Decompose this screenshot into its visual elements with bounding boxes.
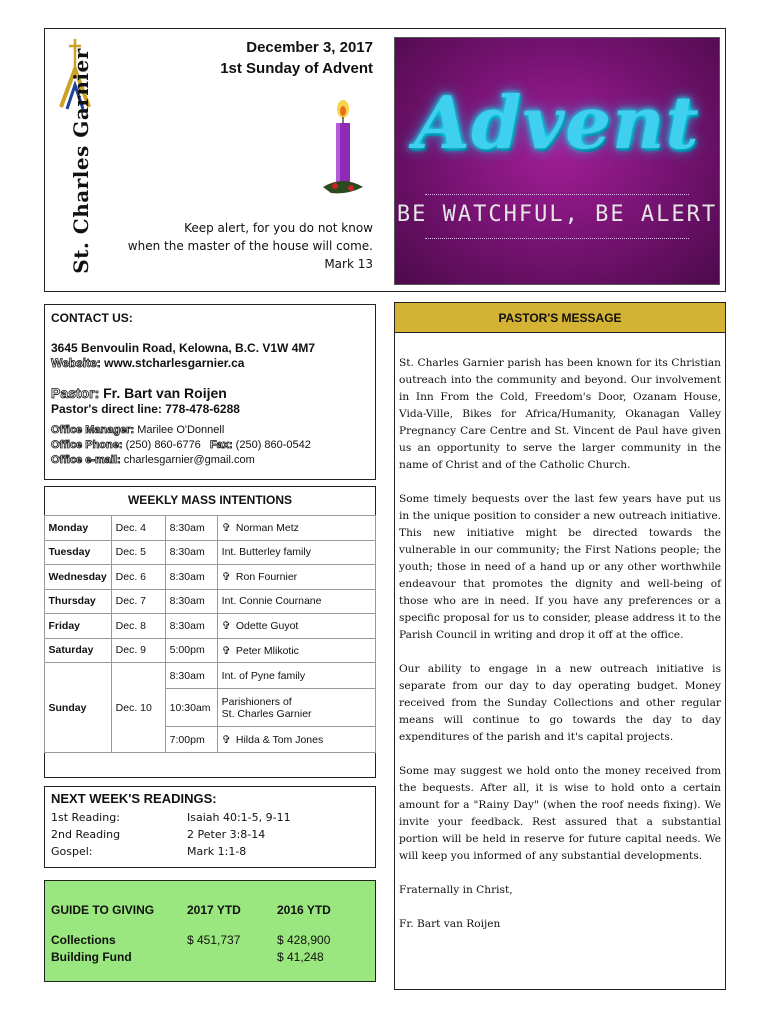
mass-day: Tuesday [44, 540, 111, 565]
reading-row [51, 843, 369, 860]
mass-row [44, 663, 375, 689]
mass-intentions-title: WEEKLY MASS INTENTIONS [127, 493, 293, 507]
mass-intention [217, 565, 375, 590]
bulletin-date-block [220, 37, 373, 79]
mass-intention [217, 663, 375, 689]
mass-intention-text: Odette Guyot [235, 620, 299, 633]
cross-icon: ✞ [221, 522, 231, 535]
quote-line: when the master of the house will come. [127, 239, 373, 253]
mass-intention [217, 638, 375, 663]
giving-title: GUIDE TO GIVING [51, 903, 155, 917]
mass-day: Thursday [44, 589, 111, 614]
mass-row [44, 614, 375, 639]
email-link[interactable]: charlesgarnier@gmail.com [123, 454, 255, 466]
giving-row [51, 933, 369, 950]
advent-subtitle: BE WATCHFUL, BE ALERT [396, 202, 718, 227]
message-paragraph: Some may suggest we hold onto the money received from the bequests. After all, it is wise to hold onto a certain amount for a "Rainy Day" (when the roof needs fixing). We invite your feedback. Rest assured that a substantial portion will be held in reserve for future capital needs. We will keep you informed of any substantial developments. [399, 765, 721, 862]
mass-intention-text: Int. Butterley family [221, 546, 311, 559]
mass-row [44, 565, 375, 590]
email-label: Office e-mail: [51, 454, 121, 466]
mass-intention [217, 589, 375, 614]
mass-intentions-table [44, 515, 376, 753]
mass-intention [217, 727, 375, 753]
message-paragraph: Fraternally in Christ, [399, 884, 513, 896]
mass-time: 8:30am [165, 614, 217, 639]
quote-line: Keep alert, for you do not know [184, 221, 373, 235]
mass-day: Friday [44, 614, 111, 639]
website-label: Website: [51, 356, 101, 370]
readings-title: NEXT WEEK'S READINGS: [51, 791, 217, 806]
mass-intention-text: Parishioners of [221, 695, 292, 708]
reading-row [51, 826, 369, 843]
cross-icon: ✞ [221, 734, 231, 746]
mass-time: 7:00pm [165, 727, 217, 753]
pastor-label: Pastor: [51, 385, 100, 401]
parish-address: 3645 Benvoulin Road, Kelowna, B.C. V1W 4M7 [51, 341, 316, 355]
reading-reference: Mark 1:1-8 [187, 845, 247, 858]
mass-row [44, 516, 375, 541]
mass-date: Dec. 5 [111, 540, 165, 565]
mass-intentions-section [44, 486, 376, 778]
giving-value-2016: $ 41,248 [277, 950, 324, 964]
manager-line [51, 423, 369, 438]
mass-time: 8:30am [165, 565, 217, 590]
mass-date: Dec. 9 [111, 638, 165, 663]
pastor-line [51, 385, 369, 401]
pastor-name: Fr. Bart van Roijen [103, 385, 227, 401]
liturgical-occasion: 1st Sunday of Advent [220, 60, 373, 77]
mass-intention-text: Int. Connie Cournane [221, 595, 322, 608]
mass-date: Dec. 4 [111, 516, 165, 541]
message-paragraph: St. Charles Garnier parish has been known for its Christian outreach into the community and beyond. Our involvement in Inn From the Cold, Freedom's Door, Ozanam House, Vida-Ville, Bikes for Africa/Humanity, Okanagan Valley Pregnancy Care Centre and St. Vincent de Paul have given us an opportunity to serve the larger community in the name of Christ and of the Catholic Church. [399, 357, 721, 471]
parish-name: St. Charles Garnier [69, 48, 93, 274]
mass-time: 8:30am [165, 540, 217, 565]
advent-title: Advent [414, 80, 700, 165]
mass-intention-text: St. Charles Garnier [221, 707, 312, 720]
reading-reference: Isaiah 40:1-5, 9-11 [187, 811, 291, 824]
manager-label: Office Manager: [51, 424, 135, 436]
mass-row [44, 589, 375, 614]
contact-section [44, 304, 376, 480]
divider [425, 238, 689, 239]
mass-intention-text: Hilda & Tom Jones [235, 734, 324, 746]
reading-reference: 2 Peter 3:8-14 [187, 828, 266, 841]
mass-intention [217, 516, 375, 541]
mass-intention-text: Ron Fournier [235, 571, 298, 584]
giving-row [51, 950, 369, 967]
mass-date: Dec. 10 [111, 663, 165, 753]
quote-reference: Mark 13 [324, 257, 373, 271]
advent-candle-icon [317, 95, 369, 205]
bulletin-header [44, 28, 726, 292]
website-link[interactable]: www.stcharlesgarnier.ca [104, 356, 245, 370]
scripture-quote [128, 219, 373, 273]
readings-section [44, 786, 376, 868]
phone-label: Office Phone: [51, 439, 123, 451]
mass-intention [217, 689, 375, 727]
giving-col-2016: 2016 YTD [277, 903, 331, 917]
mass-time: 8:30am [165, 516, 217, 541]
mass-day: Wednesday [44, 565, 111, 590]
mass-intention [217, 540, 375, 565]
reading-row [51, 809, 369, 826]
reading-label: 2nd Reading [51, 828, 121, 841]
email-line [51, 453, 369, 468]
message-paragraph: Some timely bequests over the last few years have put us in the unique position to consider a new outreach initiative. This new initiative might be directed towards the vulnerable in our community; the First Nations people; the youth; those in need of a hand up or any other worthwhile endeavour that promotes the dignity and well-being of those who are in need. If you have any preferences or a specific proposal for us to consider, please address it to the Parish Council in writing and drop it off at the office. [399, 493, 721, 641]
contact-title: CONTACT US: [51, 311, 133, 325]
mass-day: Saturday [44, 638, 111, 663]
giving-header-row [51, 903, 369, 933]
mass-intention-text: Norman Metz [235, 522, 299, 535]
mass-date: Dec. 7 [111, 589, 165, 614]
giving-section [44, 880, 376, 982]
mass-intention-text: Int. of Pyne family [221, 669, 306, 682]
website-line [51, 355, 369, 371]
bulletin-date: December 3, 2017 [246, 39, 373, 56]
phone-line [51, 438, 369, 453]
giving-col-2017: 2017 YTD [187, 903, 241, 917]
pastors-message-title: PASTOR'S MESSAGE [395, 303, 725, 333]
giving-label: Collections [51, 933, 116, 947]
cross-icon: ✞ [221, 571, 231, 584]
reading-label: 1st Reading: [51, 811, 120, 824]
fax-label: Fax: [209, 439, 233, 451]
phone-number: (250) 860-6776 [125, 439, 201, 451]
mass-row [44, 540, 375, 565]
message-paragraph: Our ability to engage in a new outreach initiative is separate from our day to day operating budget. Money received from the Sunday Collections and other regular means will continue to go towards the day to day expenditures of the parish and it's capital projects. [399, 663, 721, 743]
giving-value-2017: $ 451,737 [187, 933, 241, 947]
giving-value-2016: $ 428,900 [277, 933, 331, 947]
mass-row [44, 638, 375, 663]
pastors-message-body [395, 333, 725, 933]
mass-day: Sunday [44, 663, 111, 753]
mass-intention [217, 614, 375, 639]
pastor-direct-line: Pastor's direct line: 778-478-6288 [51, 402, 240, 416]
cross-icon: ✞ [221, 644, 231, 657]
mass-time: 8:30am [165, 663, 217, 689]
fax-number: (250) 860-0542 [235, 439, 311, 451]
mass-time: 10:30am [165, 689, 217, 727]
mass-time: 8:30am [165, 589, 217, 614]
mass-date: Dec. 6 [111, 565, 165, 590]
mass-intention-text: Peter Mlikotic [235, 644, 299, 657]
mass-day: Monday [44, 516, 111, 541]
giving-label: Building Fund [51, 950, 132, 964]
pastors-message-section [394, 302, 726, 990]
mass-date: Dec. 8 [111, 614, 165, 639]
cross-icon: ✞ [221, 620, 231, 633]
divider [425, 194, 689, 195]
mass-time: 5:00pm [165, 638, 217, 663]
message-signature: Fr. Bart van Roijen [399, 918, 501, 930]
manager-name: Marilee O'Donnell [137, 424, 225, 436]
parish-logo [51, 37, 95, 287]
advent-banner [394, 37, 720, 285]
reading-label: Gospel: [51, 845, 93, 858]
